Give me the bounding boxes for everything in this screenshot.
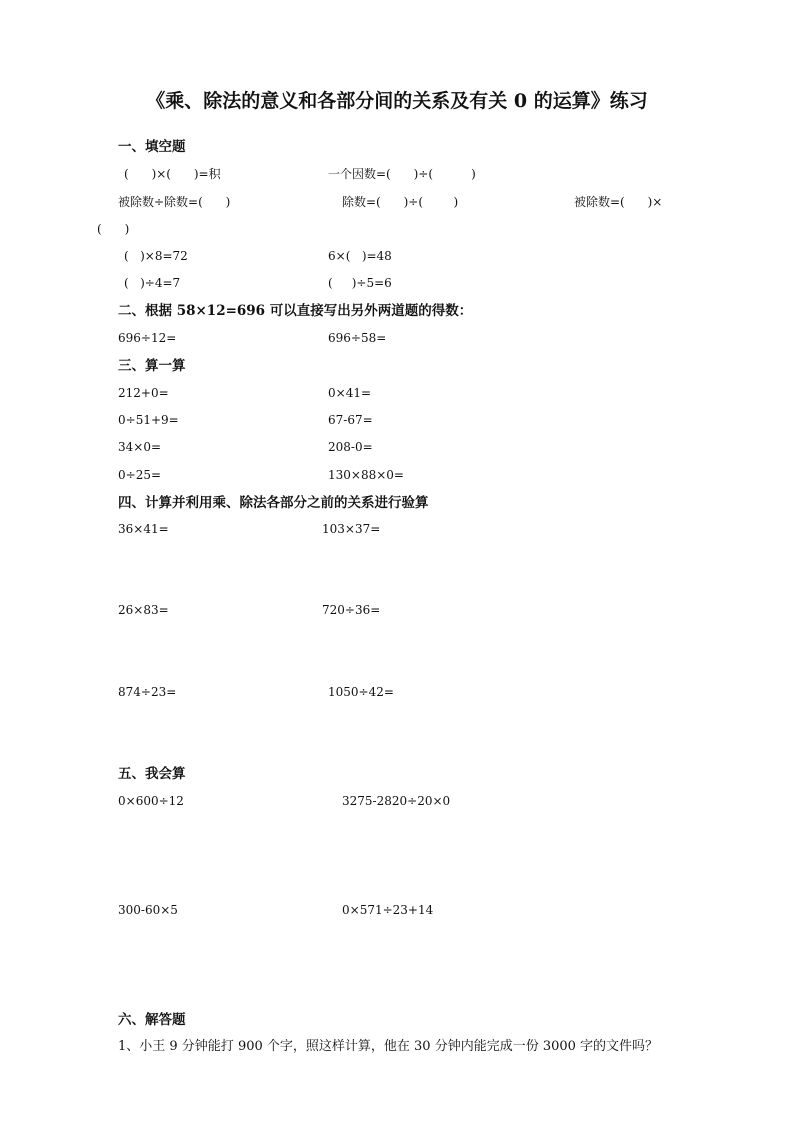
problem-item: 212+0= — [118, 386, 169, 400]
problem-item: 0÷25= — [118, 468, 162, 482]
fill-blank-item: ( )×8=72 — [124, 249, 188, 263]
fill-blank-item: 被除数=( )× — [574, 195, 663, 209]
problem-item: 130×88×0= — [328, 468, 404, 482]
fill-blank-item: 除数=( )÷( ) — [342, 195, 459, 209]
section-2-heading: 二、根据 58×12=696 可以直接写出另外两道题的得数： — [118, 303, 473, 319]
problem-item: 67-67= — [328, 413, 373, 427]
problem-item: 0×41= — [328, 386, 372, 400]
fill-blank-item: ( )÷5=6 — [328, 276, 392, 290]
problem-item: 0÷51+9= — [118, 413, 179, 427]
problem-item: 3275-2820÷20×0 — [342, 794, 451, 808]
section-4-heading: 四、计算并利用乘、除法各部分之前的关系进行验算 — [118, 495, 429, 511]
fill-blank-item: ( )×( )=积 — [124, 167, 221, 181]
problem-item: 34×0= — [118, 440, 162, 454]
section-1-heading: 一、填空题 — [118, 139, 186, 155]
section-6-heading: 六、解答题 — [118, 1012, 186, 1028]
problem-item: 1050÷42= — [328, 685, 394, 699]
problem-item: 300-60×5 — [118, 903, 178, 917]
section-3-heading: 三、算一算 — [118, 358, 186, 374]
problem-item: 0×571÷23+14 — [342, 903, 434, 917]
word-problem: 1、小王 9 分钟能打 900 个字，照这样计算，他在 30 分钟内能完成一份 3000 字的文件吗？ — [118, 1039, 659, 1054]
problem-item: 26×83= — [118, 603, 169, 617]
problem-item: 208-0= — [328, 440, 373, 454]
fill-blank-item: ( ) — [97, 222, 130, 236]
fill-blank-item: ( )÷4=7 — [124, 276, 181, 290]
page-title: 《乘、除法的意义和各部分间的关系及有关 0 的运算》练习 — [146, 90, 648, 112]
problem-item: 874÷23= — [118, 685, 177, 699]
fill-blank-item: 被除数÷除数=( ) — [118, 195, 231, 209]
problem-item: 696÷12= — [118, 331, 177, 345]
section-5-heading: 五、我会算 — [118, 766, 186, 782]
problem-item: 103×37= — [322, 522, 381, 536]
problem-item: 696÷58= — [328, 331, 387, 345]
fill-blank-item: 一个因数=( )÷( ) — [328, 167, 476, 181]
problem-item: 0×600÷12 — [118, 794, 184, 808]
problem-item: 36×41= — [118, 522, 169, 536]
problem-item: 720÷36= — [322, 603, 381, 617]
fill-blank-item: 6×( )=48 — [328, 249, 392, 263]
